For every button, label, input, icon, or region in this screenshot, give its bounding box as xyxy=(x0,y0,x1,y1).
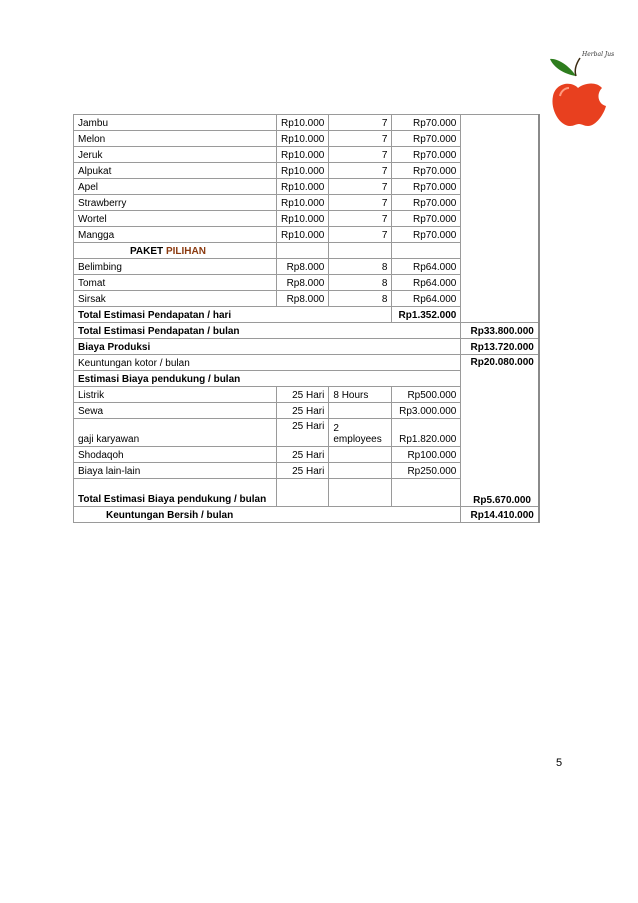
support-cost-header: Estimasi Biaya pendukung / bulan xyxy=(74,371,461,387)
brand-text: Herbal Jus xyxy=(582,51,615,58)
fruit-qty: 7 xyxy=(329,115,392,131)
cost-total: Rp3.000.000 xyxy=(392,403,461,419)
cost-name: Sewa xyxy=(74,403,277,419)
cost-unit: 8 Hours xyxy=(329,387,392,403)
cost-days: 25 Hari xyxy=(277,463,329,479)
monthly-income-label: Total Estimasi Pendapatan / bulan xyxy=(74,323,461,339)
table-row xyxy=(74,115,539,131)
support-total-value: Rp5.670.000 xyxy=(473,495,531,506)
cost-days: 25 Hari xyxy=(277,419,329,447)
daily-income-label: Total Estimasi Pendapatan / hari xyxy=(74,307,392,323)
fruit-qty: 8 xyxy=(329,275,392,291)
apple-logo xyxy=(546,50,615,132)
production-cost-row xyxy=(74,339,539,355)
income-estimation-table xyxy=(73,114,540,523)
fruit-total: Rp64.000 xyxy=(392,259,461,275)
monthly-column-blank xyxy=(461,115,539,323)
net-profit-label: Keuntungan Bersih / bulan xyxy=(74,507,461,523)
fruit-name: Strawberry xyxy=(74,195,277,211)
fruit-price: Rp10.000 xyxy=(277,147,329,163)
fruit-price: Rp10.000 xyxy=(277,211,329,227)
fruit-qty: 7 xyxy=(329,211,392,227)
fruit-total: Rp64.000 xyxy=(392,275,461,291)
cost-unit xyxy=(329,447,392,463)
fruit-total: Rp70.000 xyxy=(392,131,461,147)
monthly-income-value: Rp33.800.000 xyxy=(461,323,539,339)
cost-days: 25 Hari xyxy=(277,447,329,463)
fruit-total: Rp70.000 xyxy=(392,179,461,195)
fruit-name: Alpukat xyxy=(74,163,277,179)
fruit-price: Rp10.000 xyxy=(277,115,329,131)
cost-total: Rp250.000 xyxy=(392,463,461,479)
fruit-price: Rp8.000 xyxy=(277,291,329,307)
fruit-total: Rp70.000 xyxy=(392,147,461,163)
cost-name: Biaya lain-lain xyxy=(74,463,277,479)
cost-total: Rp100.000 xyxy=(392,447,461,463)
fruit-name: Tomat xyxy=(74,275,277,291)
fruit-qty: 7 xyxy=(329,179,392,195)
fruit-name: Apel xyxy=(74,179,277,195)
fruit-name: Melon xyxy=(74,131,277,147)
monthly-income-row xyxy=(74,323,539,339)
gross-profit-row xyxy=(74,355,539,371)
fruit-price: Rp8.000 xyxy=(277,259,329,275)
fruit-price: Rp10.000 xyxy=(277,131,329,147)
fruit-total: Rp70.000 xyxy=(392,115,461,131)
cost-days: 25 Hari xyxy=(277,387,329,403)
leaf-icon xyxy=(550,59,576,76)
page-number: 5 xyxy=(556,757,563,769)
cost-unit xyxy=(329,463,392,479)
fruit-qty: 7 xyxy=(329,227,392,243)
net-profit-value: Rp14.410.000 xyxy=(461,507,539,523)
gross-profit-label: Keuntungan kotor / bulan xyxy=(74,355,461,371)
fruit-qty: 7 xyxy=(329,195,392,211)
cost-total: Rp1.820.000 xyxy=(392,419,461,447)
cost-name: Listrik xyxy=(74,387,277,403)
cost-total: Rp500.000 xyxy=(392,387,461,403)
fruit-qty: 7 xyxy=(329,163,392,179)
cost-unit xyxy=(329,403,392,419)
net-profit-row xyxy=(74,507,539,523)
apple-icon xyxy=(552,83,606,126)
daily-income-value: Rp1.352.000 xyxy=(392,307,461,323)
fruit-total: Rp64.000 xyxy=(392,291,461,307)
fruit-name: Sirsak xyxy=(74,291,277,307)
support-total-label: Total Estimasi Biaya pendukung / bulan xyxy=(74,479,277,507)
production-cost-value: Rp13.720.000 xyxy=(461,339,539,355)
cost-name: Shodaqoh xyxy=(74,447,277,463)
fruit-price: Rp10.000 xyxy=(277,163,329,179)
fruit-price: Rp10.000 xyxy=(277,227,329,243)
fruit-qty: 7 xyxy=(329,131,392,147)
fruit-qty: 8 xyxy=(329,259,392,275)
fruit-name: Jeruk xyxy=(74,147,277,163)
paket-pilihan-label: PAKET PILIHAN xyxy=(74,243,277,259)
fruit-name: Jambu xyxy=(74,115,277,131)
fruit-total: Rp70.000 xyxy=(392,195,461,211)
fruit-name: Wortel xyxy=(74,211,277,227)
fruit-name: Belimbing xyxy=(74,259,277,275)
fruit-total: Rp70.000 xyxy=(392,227,461,243)
fruit-price: Rp10.000 xyxy=(277,179,329,195)
fruit-name: Mangga xyxy=(74,227,277,243)
gross-profit-value: Rp20.080.000 xyxy=(461,355,539,507)
fruit-total: Rp70.000 xyxy=(392,211,461,227)
cost-days: 25 Hari xyxy=(277,403,329,419)
fruit-qty: 8 xyxy=(329,291,392,307)
fruit-price: Rp8.000 xyxy=(277,275,329,291)
fruit-qty: 7 xyxy=(329,147,392,163)
cost-name: gaji karyawan xyxy=(74,419,277,447)
fruit-price: Rp10.000 xyxy=(277,195,329,211)
cost-unit: 2 employees xyxy=(329,419,392,447)
fruit-total: Rp70.000 xyxy=(392,163,461,179)
production-cost-label: Biaya Produksi xyxy=(74,339,461,355)
